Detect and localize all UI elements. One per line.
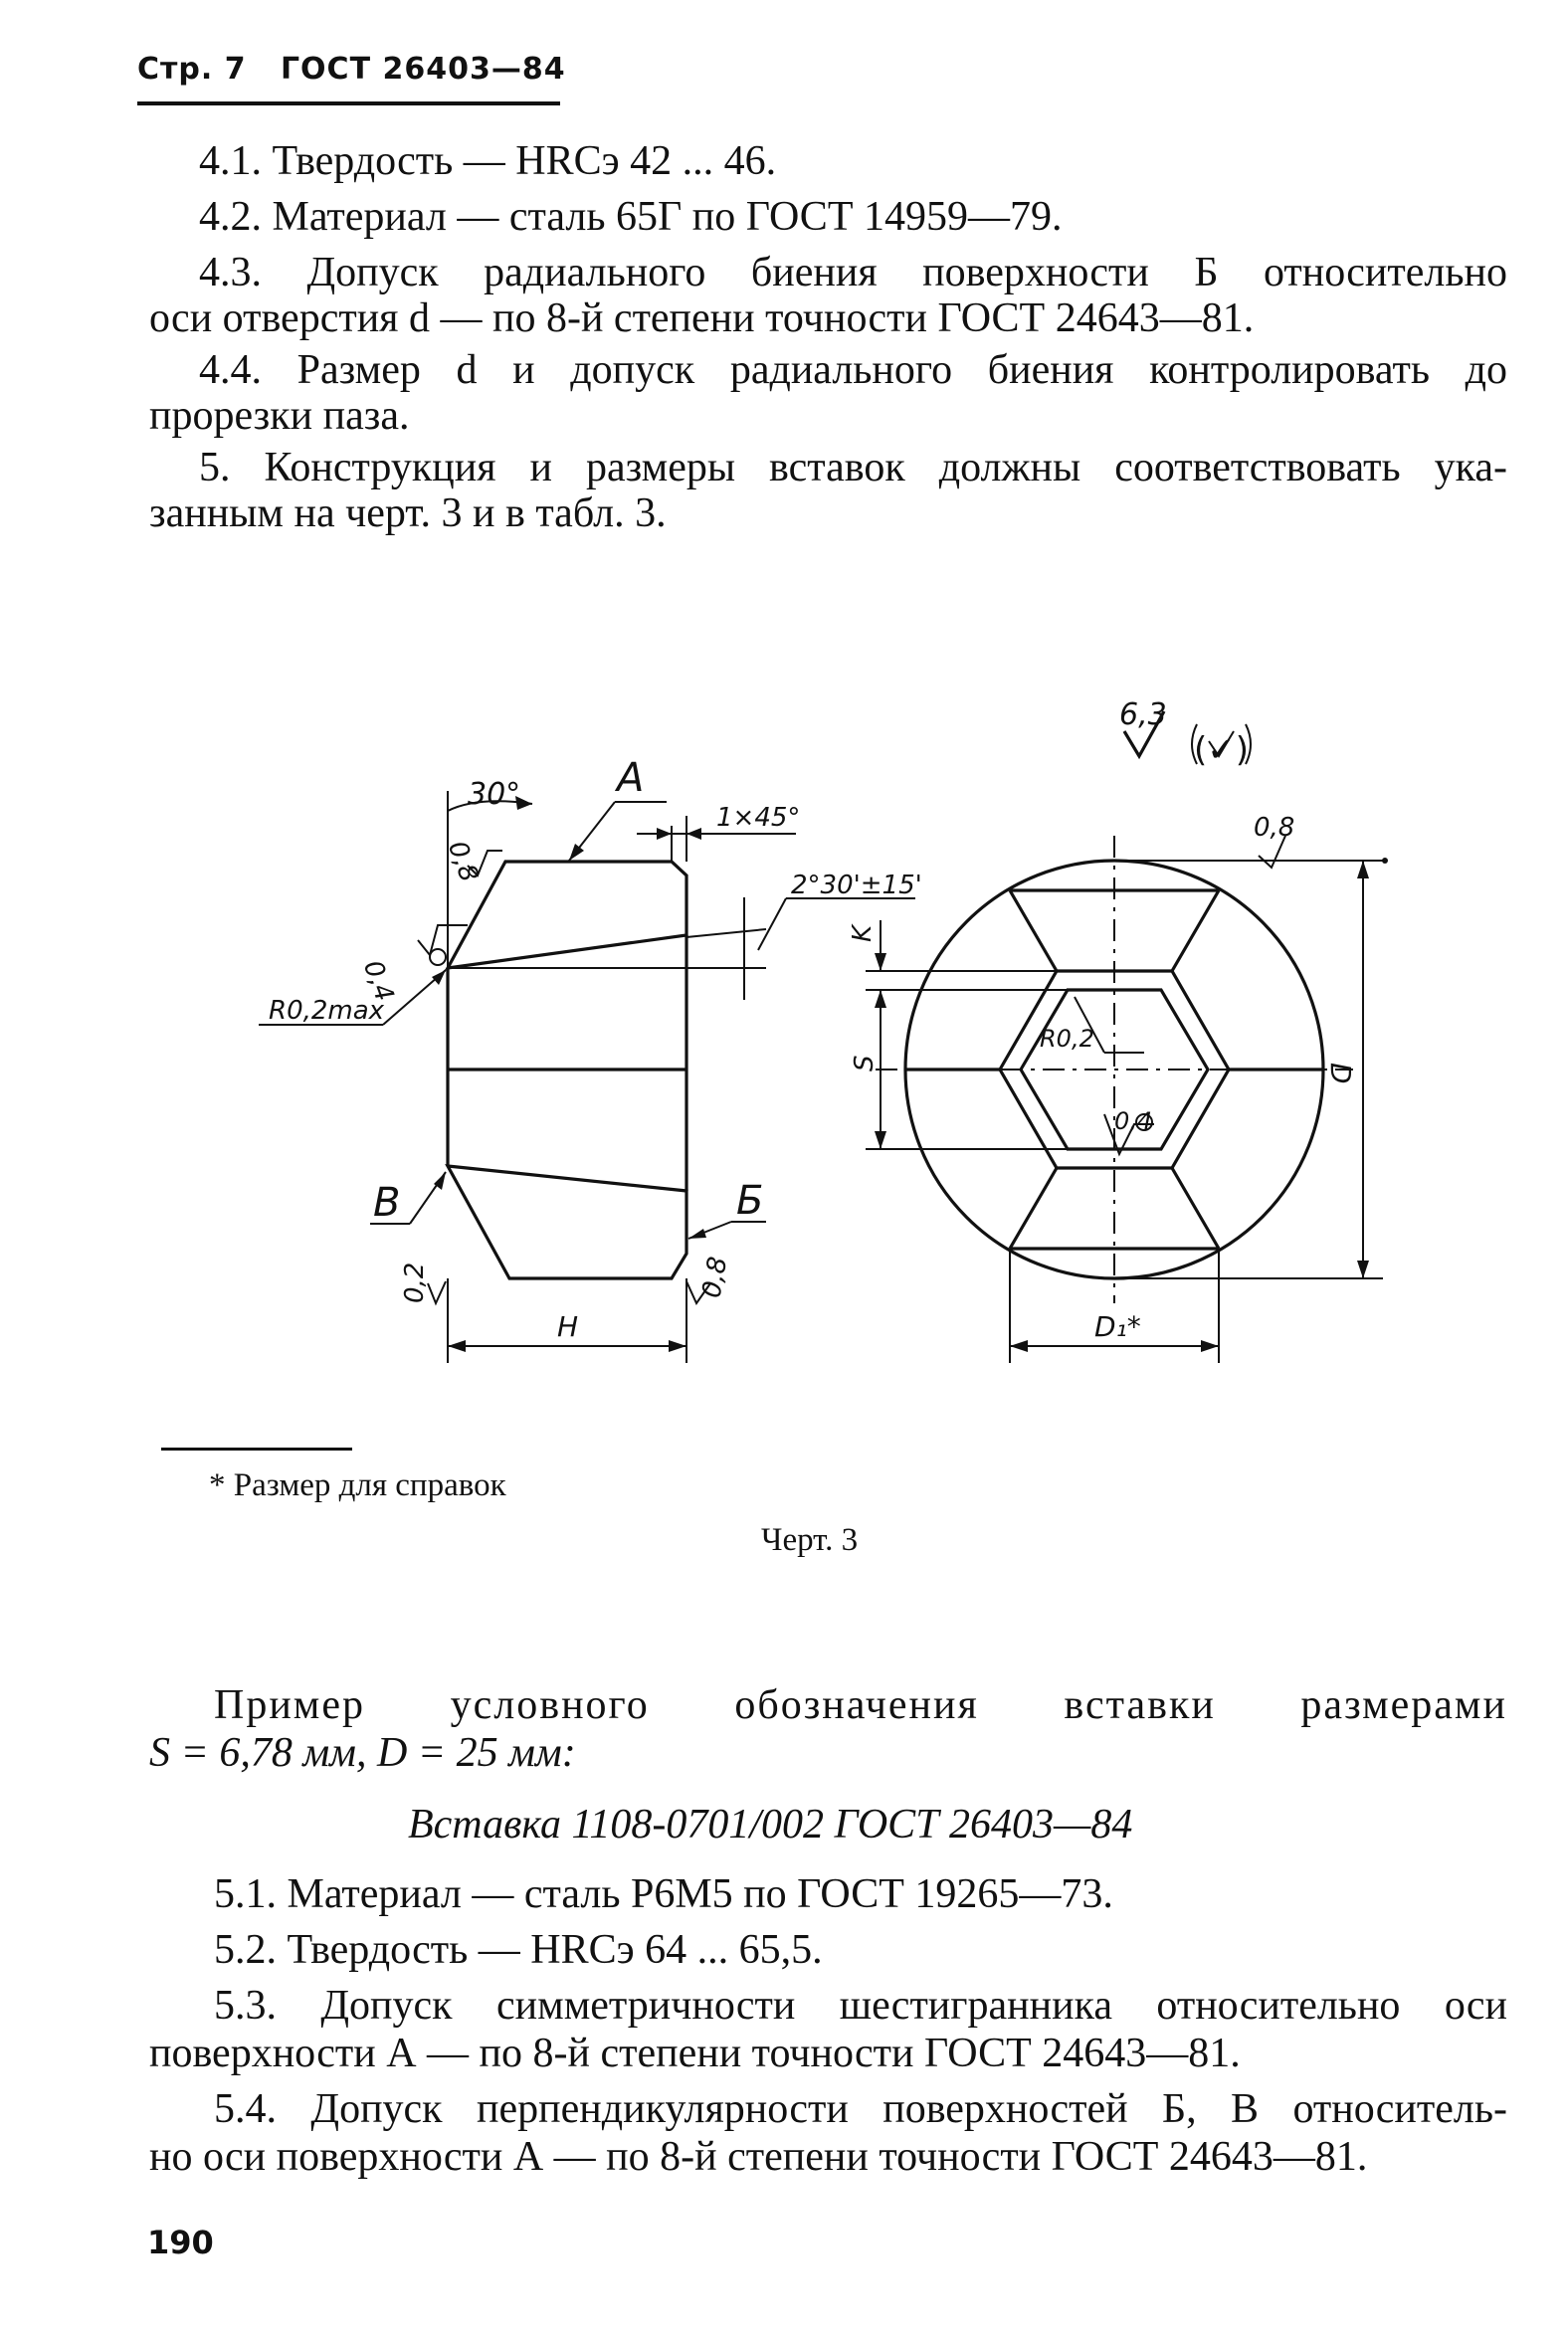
example-line1: Пример условного обозначения вставки размерами xyxy=(214,1682,1507,1728)
label-angle-30: 30° xyxy=(468,777,521,812)
example-designation: Вставка 1108-0701/002 ГОСТ 26403—84 xyxy=(408,1802,1133,1848)
label-roughness-check: (✓) xyxy=(1194,730,1250,770)
label-surface-v: В xyxy=(373,1180,401,1226)
figure-caption: Черт. 3 xyxy=(761,1522,859,1558)
standard-code: ГОСТ 26403—84 xyxy=(280,52,566,87)
paragraph-4-2: 4.2. Материал — сталь 65Г по ГОСТ 14959—79. xyxy=(199,194,1063,240)
paragraph-5-line1: 5. Конструкция и размеры вставок должны соответствовать ука- xyxy=(199,445,1507,490)
page-number-label: Стр. 7 xyxy=(137,52,247,87)
label-dim-h: H xyxy=(557,1310,579,1343)
label-roughness-02: 0,2 xyxy=(400,1262,430,1303)
label-dim-d1: D₁* xyxy=(1094,1310,1141,1343)
label-surface-b: Б xyxy=(736,1178,764,1224)
example-line2: S = 6,78 мм, D = 25 мм: xyxy=(149,1730,576,1776)
label-roughness-08-top: 0,8 xyxy=(441,837,485,886)
paragraph-4-3-line2: оси отверстия d — по 8-й степени точности ГОСТ 24643—81. xyxy=(149,295,1255,341)
label-chamfer: 1×45° xyxy=(716,803,801,833)
paragraph-4-3-line1: 4.3. Допуск радиального биения поверхности Б относительно xyxy=(199,250,1507,295)
label-roughness-04-left: 0,4 xyxy=(356,956,400,1006)
label-surface-a: А xyxy=(617,755,645,801)
paragraph-4-4-line1: 4.4. Размер d и допуск радиального биения контролировать до xyxy=(199,347,1507,393)
paragraph-4-1: 4.1. Твердость — HRCэ 42 ... 46. xyxy=(199,138,777,184)
paragraph-5-1: 5.1. Материал — сталь Р6М5 по ГОСТ 19265—73. xyxy=(214,1871,1113,1917)
label-angle-2-30: 2°30'±15' xyxy=(791,871,922,900)
label-dim-d: D xyxy=(1324,1063,1357,1084)
paragraph-5-4-line1: 5.4. Допуск перпендикулярности поверхностей Б, В относитель- xyxy=(214,2086,1507,2132)
paragraph-5-3-line1: 5.3. Допуск симметричности шестигранника относительно оси xyxy=(214,1983,1507,2029)
paragraph-5-2: 5.2. Твердость — HRCэ 64 ... 65,5. xyxy=(214,1927,823,1973)
label-roughness-04-right: 0,4 xyxy=(1114,1107,1153,1135)
label-roughness-08-right: 0,8 xyxy=(1254,813,1295,843)
footnote: * Размер для справок xyxy=(209,1467,506,1503)
page-number: 190 xyxy=(147,2224,214,2261)
label-radius-02: R0,2 xyxy=(1040,1025,1094,1053)
label-roughness-63: 6,3 xyxy=(1119,697,1167,732)
label-radius-02-max: R0,2max xyxy=(269,996,385,1026)
paragraph-4-4-line2: прорезки паза. xyxy=(149,393,410,439)
end-view xyxy=(866,711,1388,1363)
label-dim-s: S xyxy=(850,1055,880,1071)
paragraph-5-3-line2: поверхности А — по 8-й степени точности ГОСТ 24643—81. xyxy=(149,2031,1241,2076)
label-dim-k: K xyxy=(848,924,878,942)
paragraph-5-line2: занным на черт. 3 и в табл. 3. xyxy=(149,490,667,536)
footnote-rule xyxy=(161,1448,352,1451)
paragraph-5-4-line2: но оси поверхности А — по 8-й степени точности ГОСТ 24643—81. xyxy=(149,2134,1368,2180)
label-roughness-08-bottom: 0,8 xyxy=(696,1254,734,1300)
